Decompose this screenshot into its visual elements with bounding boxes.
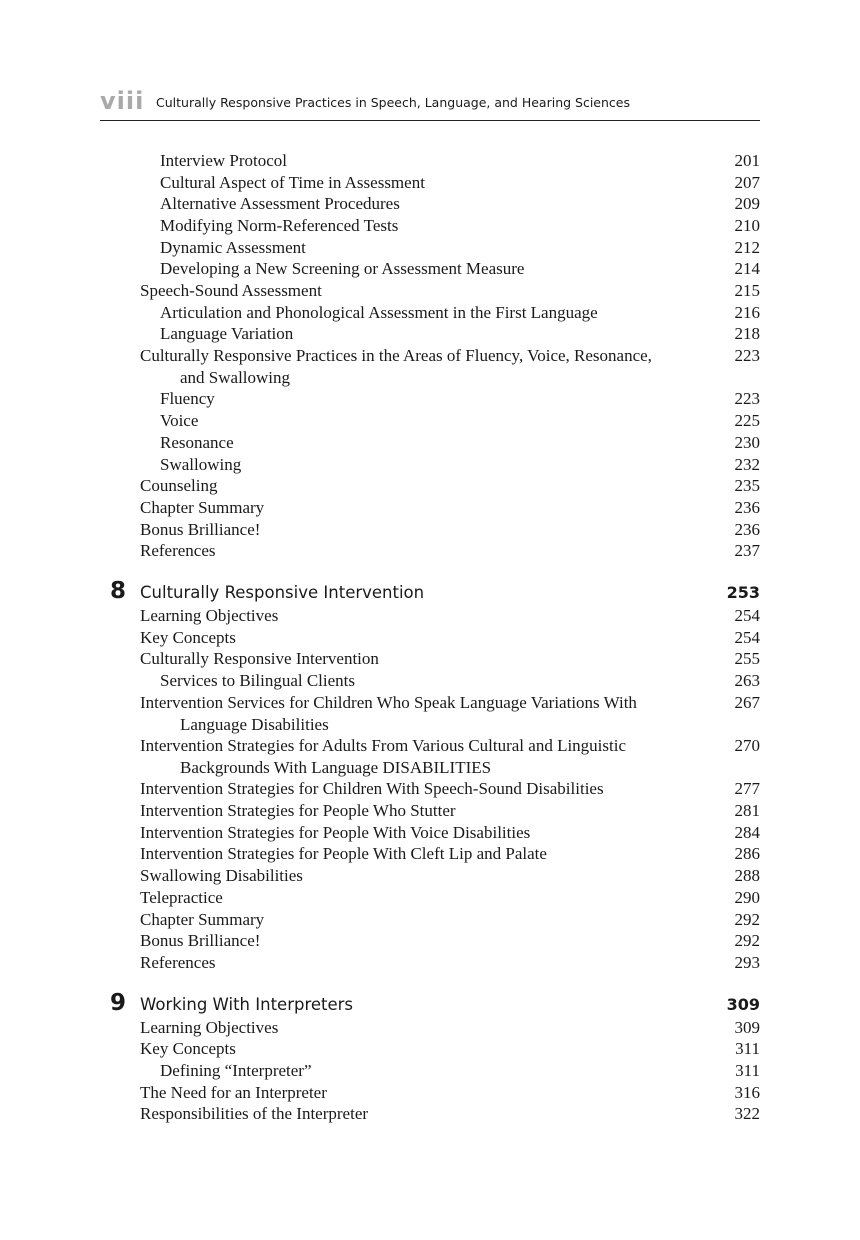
toc-page-number: 288	[734, 866, 760, 885]
toc-entry: Bonus Brilliance!	[140, 931, 261, 950]
toc-entry: Intervention Strategies for Adults From Various Cultural and Linguistic Backgrounds With Language DISABILITIES	[140, 736, 627, 777]
toc-page-number: 290	[734, 888, 760, 907]
toc-page-number: 214	[734, 259, 760, 278]
toc-entry: Defining “Interpreter”	[160, 1061, 312, 1080]
toc-entry: Key Concepts	[140, 628, 236, 647]
toc-entry: Alternative Assessment Procedures	[160, 194, 400, 213]
toc-entry: Fluency	[160, 389, 215, 408]
toc-entry: Intervention Strategies for Children With Speech-Sound Disabilities	[140, 779, 604, 798]
toc-page-number: 292	[734, 931, 760, 950]
toc-page-number: 230	[734, 433, 760, 452]
toc-page-number: 225	[734, 411, 760, 430]
toc-entry: Culturally Responsive Intervention	[140, 649, 379, 668]
toc-entry: References	[140, 541, 216, 560]
toc-page-number: 236	[734, 498, 760, 517]
toc-page-number: 236	[734, 520, 760, 539]
toc-entry: Dynamic Assessment	[160, 238, 306, 257]
toc-page-number: 218	[734, 324, 760, 343]
toc-entry: Chapter Summary	[140, 910, 265, 929]
toc-entry: Developing a New Screening or Assessment Measure	[160, 259, 525, 278]
toc-page-number: 316	[734, 1083, 760, 1102]
toc-page-number: 277	[734, 779, 760, 798]
toc-entry: Intervention Services for Children Who Speak Language Variations With Language Disabilities	[140, 693, 637, 734]
toc-page-number: 212	[734, 238, 760, 257]
toc-entry: Articulation and Phonological Assessment in the First Language	[160, 303, 598, 322]
toc-page-number: 223	[734, 346, 760, 365]
toc-entry: Intervention Strategies for People With Cleft Lip and Palate	[140, 844, 547, 863]
toc-entry: Resonance	[160, 433, 234, 452]
toc-entry: Culturally Responsive Practices in the Areas of Fluency, Voice, Resonance, and Swallowing	[140, 346, 652, 387]
toc-page-number: 235	[734, 476, 760, 495]
toc-entry: Interview Protocol	[160, 151, 287, 170]
running-head-title: Culturally Responsive Practices in Speech, Language, and Hearing Sciences	[156, 95, 630, 110]
toc-entry: Swallowing	[160, 455, 242, 474]
toc-page-number: 254	[734, 606, 760, 625]
toc-entry: Learning Objectives	[140, 606, 279, 625]
toc-page-number: 311	[735, 1061, 760, 1080]
toc-entry: References	[140, 953, 216, 972]
toc-page-number: 263	[734, 671, 760, 690]
toc-entry: Chapter Summary	[140, 498, 265, 517]
toc-page-number: 215	[734, 281, 760, 300]
toc-entry: Counseling	[140, 476, 218, 495]
toc-entry: Learning Objectives	[140, 1018, 279, 1037]
toc-entry: Key Concepts	[140, 1039, 236, 1058]
toc-page-number: 254	[734, 628, 760, 647]
toc-entry: Swallowing Disabilities	[140, 866, 303, 885]
toc-page-number: 232	[734, 455, 760, 474]
toc-page-number: 207	[734, 173, 760, 192]
toc-page-number: 267	[734, 693, 760, 712]
toc-page-number: 311	[735, 1039, 760, 1058]
toc-entry: Cultural Aspect of Time in Assessment	[160, 173, 425, 192]
toc-page-number: 286	[734, 844, 760, 863]
toc-page-number: 322	[734, 1104, 760, 1123]
toc-entry: Language Variation	[160, 324, 294, 343]
chapter-title: Working With Interpreters	[140, 995, 354, 1014]
page-number: viii	[100, 87, 145, 115]
toc-entry: Responsibilities of the Interpreter	[140, 1104, 369, 1123]
toc-page-number: 216	[734, 303, 760, 322]
toc-page-number: 210	[734, 216, 760, 235]
toc-entry: Intervention Strategies for People Who Stutter	[140, 801, 456, 820]
toc-page-number: 237	[734, 541, 760, 560]
toc-entry: Voice	[160, 411, 199, 430]
toc-page-number: 223	[734, 389, 760, 408]
toc-entry: The Need for an Interpreter	[140, 1083, 327, 1102]
chapter-number: 9	[110, 990, 127, 1016]
toc-page-number: 309	[734, 1018, 760, 1037]
toc-page-number: 281	[734, 801, 760, 820]
chapter-title: Culturally Responsive Intervention	[140, 583, 425, 602]
toc-page-number: 255	[734, 649, 760, 668]
chapter-number: 8	[110, 578, 127, 604]
toc-page-number: 293	[734, 953, 760, 972]
running-header	[100, 88, 760, 121]
toc-entry: Telepractice	[140, 888, 223, 907]
toc-entry: Modifying Norm-Referenced Tests	[160, 216, 399, 235]
toc-page-number: 292	[734, 910, 760, 929]
toc-page-number: 284	[734, 823, 760, 842]
toc-entry: Services to Bilingual Clients	[160, 671, 356, 690]
toc-entry: Intervention Strategies for People With Voice Disabilities	[140, 823, 531, 842]
toc-entry: Bonus Brilliance!	[140, 520, 261, 539]
toc-page-number: 201	[734, 151, 760, 170]
toc-page-number: 270	[734, 736, 760, 755]
toc-page-number: 209	[734, 194, 760, 213]
chapter-page-number: 253	[726, 583, 760, 602]
toc-entry: Speech-Sound Assessment	[140, 281, 322, 300]
chapter-page-number: 309	[726, 995, 760, 1014]
